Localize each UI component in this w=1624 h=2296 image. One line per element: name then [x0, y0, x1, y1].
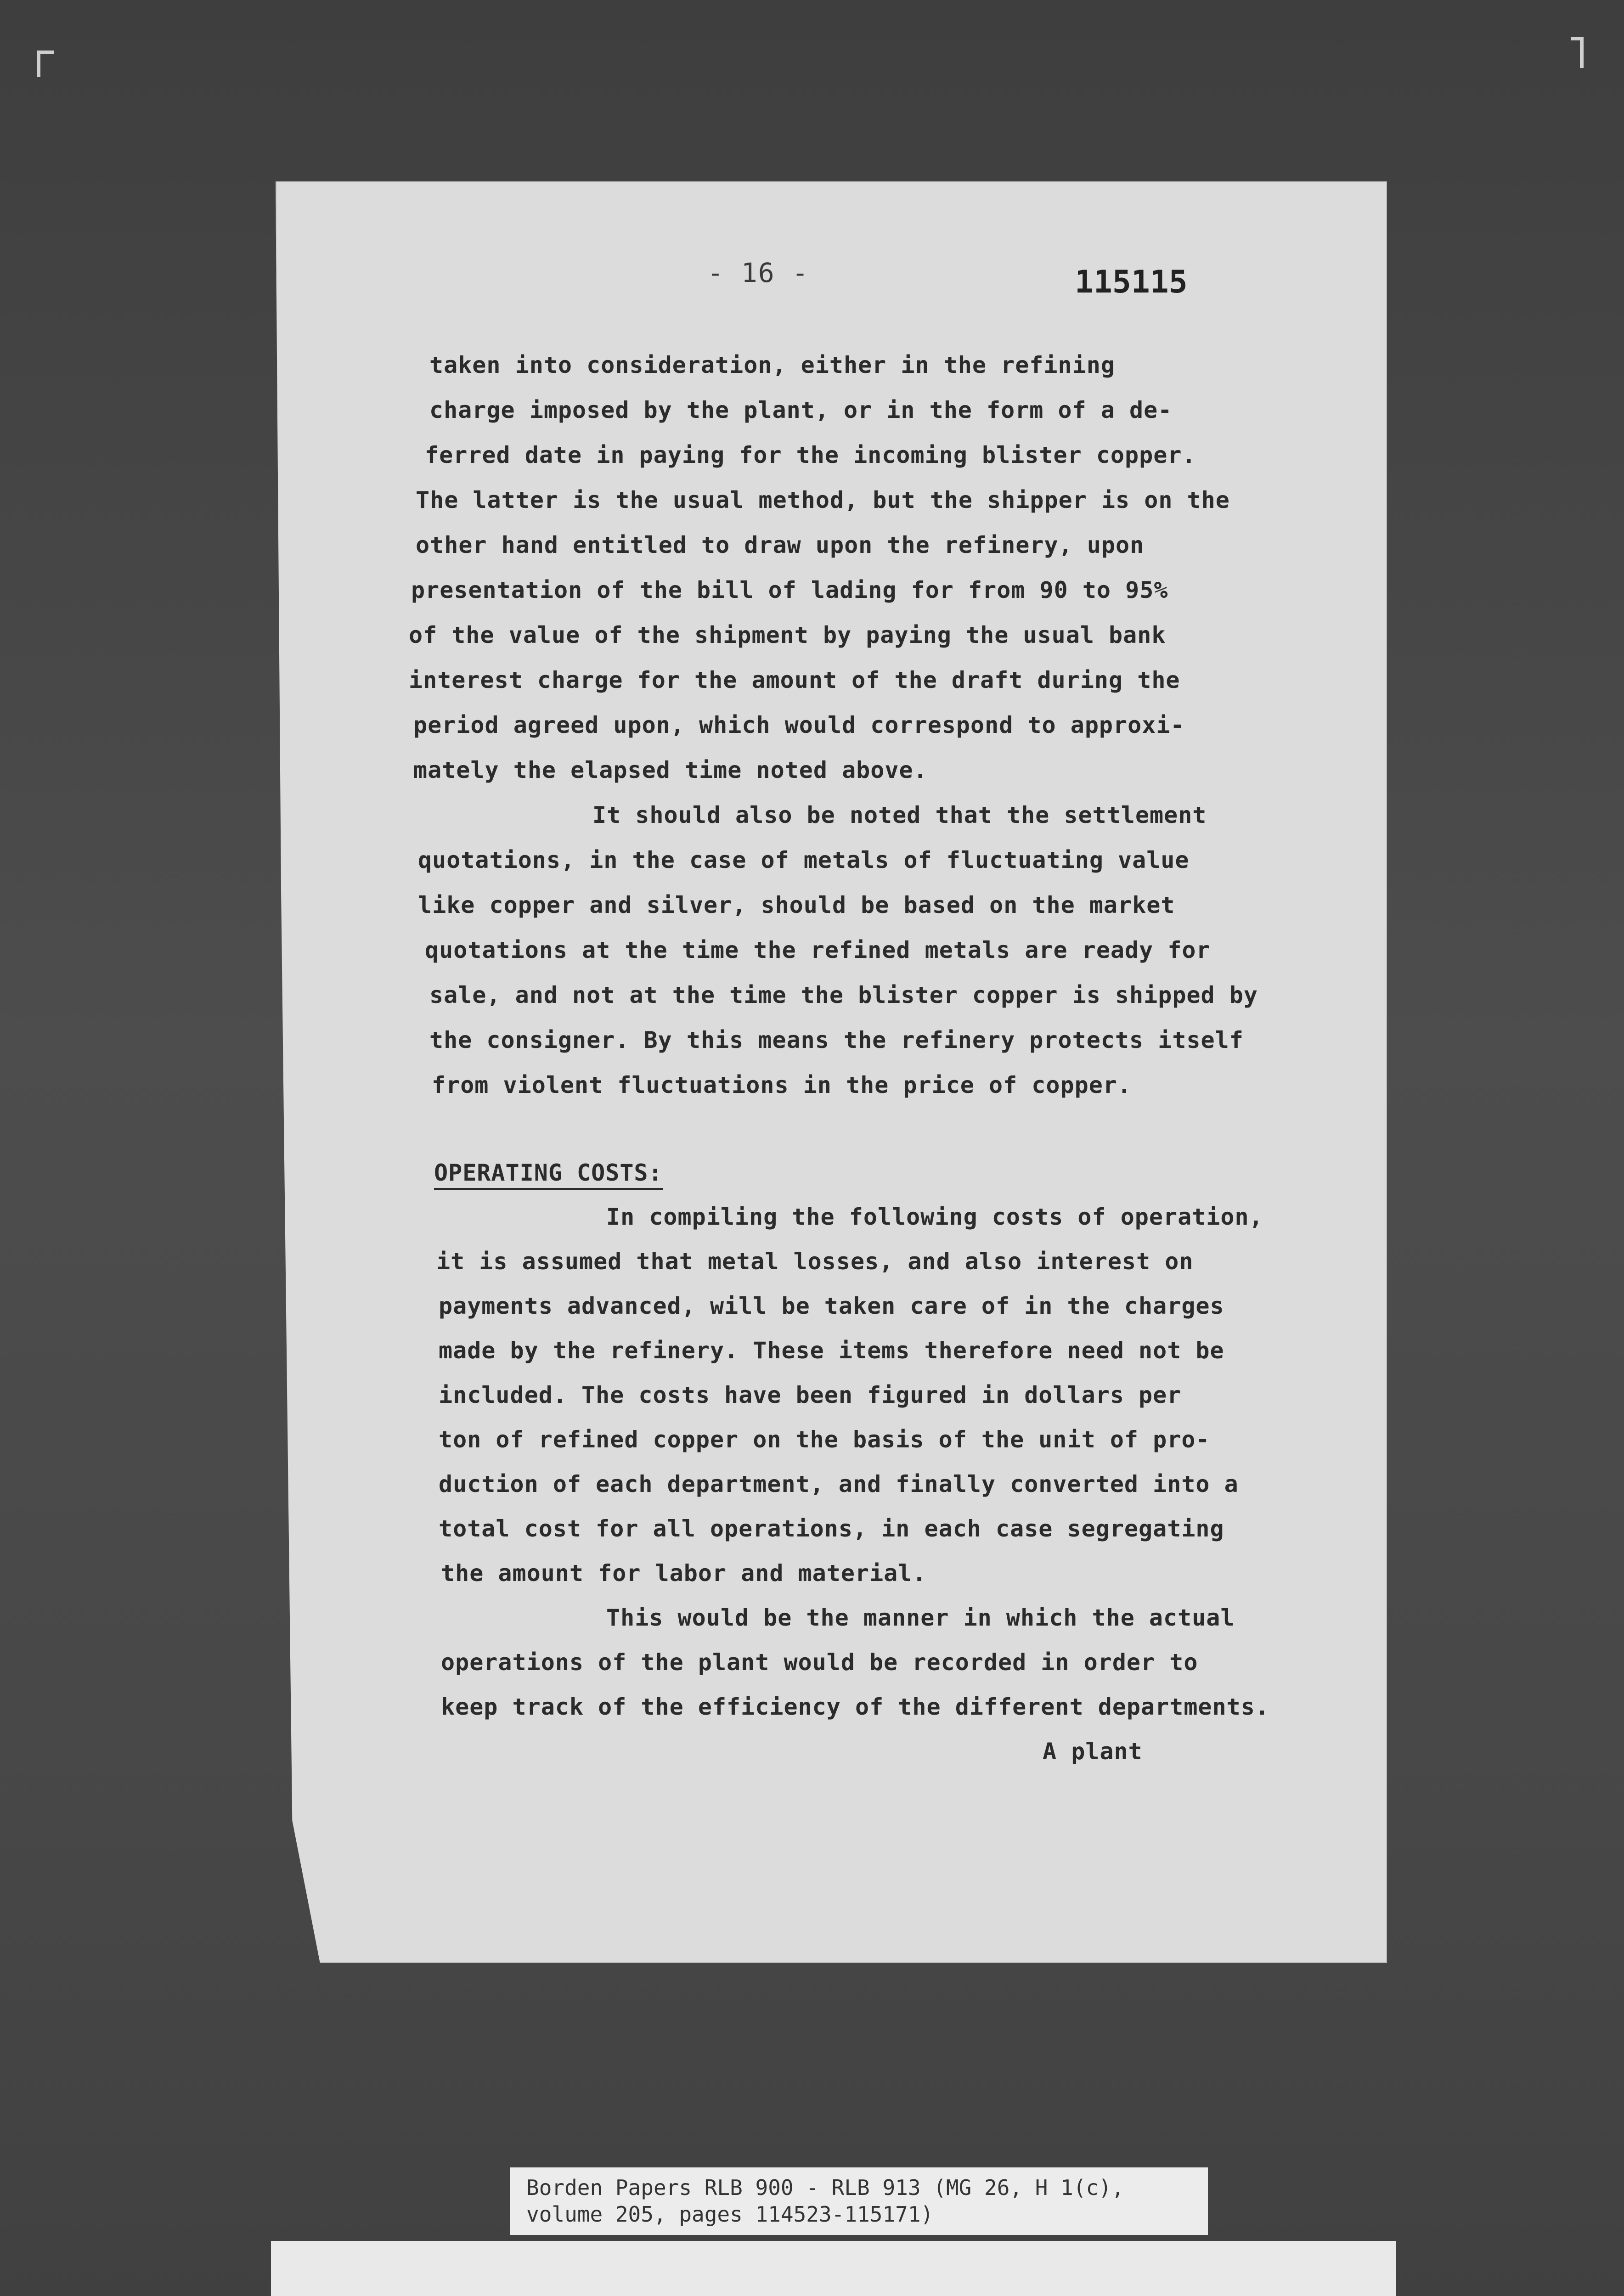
text-line: ferred date in paying for the incoming blister copper. [425, 442, 1196, 468]
text-line: This would be the manner in which the actual [606, 1604, 1235, 1631]
text-line: it is assumed that metal losses, and also interest on [436, 1248, 1194, 1275]
page-number: - 16 - [707, 257, 809, 288]
text-line: A plant [1043, 1738, 1143, 1765]
text-line: charge imposed by the plant, or in the form of a de- [429, 397, 1173, 423]
section-heading: OPERATING COSTS: [434, 1159, 663, 1190]
text-line: total cost for all operations, in each case segregating [439, 1515, 1224, 1542]
text-line: made by the refinery. These items therefore need not be [439, 1337, 1224, 1364]
document-id: 115115 [1075, 264, 1188, 300]
text-line: duction of each department, and finally converted into a [439, 1471, 1239, 1497]
text-line: mately the elapsed time noted above. [413, 757, 928, 783]
corner-mark-top-left [37, 51, 54, 77]
text-line: other hand entitled to draw upon the refinery, upon [416, 532, 1145, 558]
text-line: presentation of the bill of lading for from 90 to 95% [411, 577, 1168, 603]
text-line: period agreed upon, which would correspond to approxi- [413, 712, 1185, 738]
text-line: the amount for labor and material. [441, 1560, 927, 1587]
text-line: the consigner. By this means the refinery protects itself [429, 1027, 1244, 1053]
text-line: operations of the plant would be recorded in order to [441, 1649, 1198, 1676]
text-line: quotations, in the case of metals of fluctuating value [418, 847, 1190, 873]
reference-label [510, 2167, 1208, 2235]
text-line: of the value of the shipment by paying the usual bank [409, 622, 1166, 648]
reference-label-line: volume 205, pages 114523-115171) [526, 2201, 934, 2227]
text-line: ton of refined copper on the basis of the unit of pro- [439, 1426, 1210, 1453]
text-line: like copper and silver, should be based on the market [418, 892, 1175, 918]
text-line: interest charge for the amount of the draft during the [409, 667, 1180, 693]
text-line: The latter is the usual method, but the shipper is on the [416, 487, 1230, 513]
text-line: included. The costs have been figured in dollars per [439, 1382, 1182, 1408]
text-line: keep track of the efficiency of the different departments. [441, 1694, 1269, 1720]
text-line: quotations at the time the refined metals are ready for [425, 937, 1211, 963]
reference-label-line: Borden Papers RLB 900 - RLB 913 (MG 26, H 1(c), [526, 2175, 1124, 2200]
archives-card [271, 2241, 1396, 2296]
text-line: taken into consideration, either in the refining [429, 352, 1115, 378]
text-line: It should also be noted that the settlement [592, 802, 1207, 828]
text-line: sale, and not at the time the blister copper is shipped by [429, 982, 1258, 1008]
text-line: In compiling the following costs of operation, [606, 1204, 1263, 1230]
corner-mark-top-right [1571, 37, 1584, 68]
text-line: from violent fluctuations in the price of copper. [432, 1072, 1132, 1098]
text-line: payments advanced, will be taken care of in the charges [439, 1293, 1224, 1319]
